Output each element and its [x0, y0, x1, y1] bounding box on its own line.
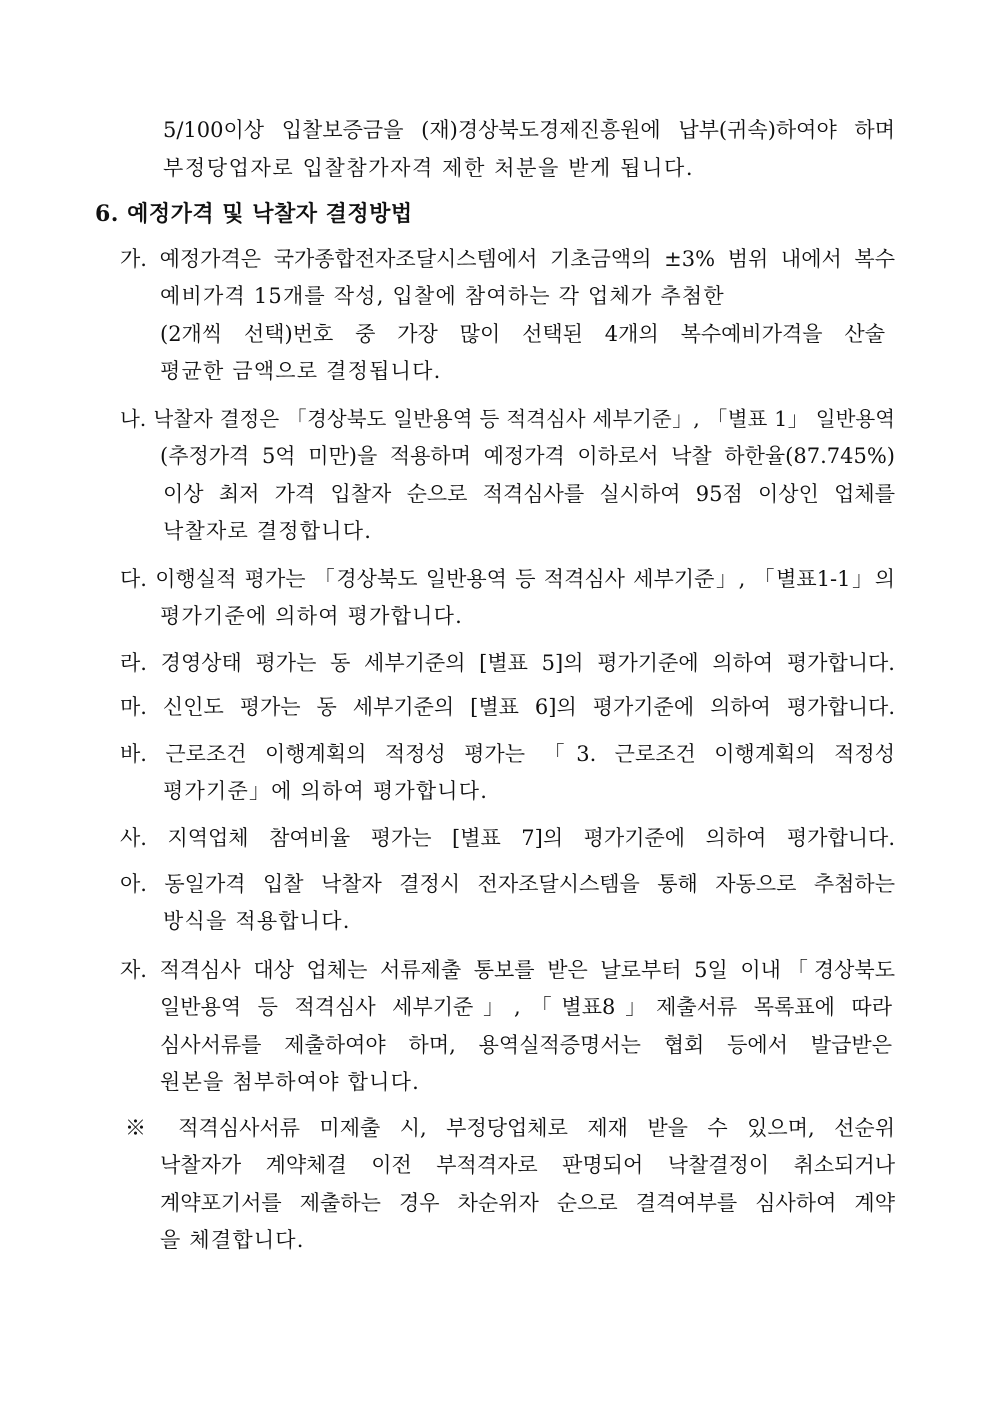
list-item-line: 사. 지역업체 참여비율 평가는 [별표 7]의 평가기준에 의하여 평가합니다.: [120, 826, 895, 850]
list-item-line: 나. 낙찰자 결정은 「경상북도 일반용역 등 적격심사 세부기준」, 「별표 1」 일반용역: [120, 407, 895, 431]
list-item-line: 심사서류를 제출하여야 하며, 용역실적증명서는 협회 등에서 발급받은: [160, 1033, 892, 1057]
list-item-line: 평균한 금액으로 결정됩니다.: [160, 359, 442, 383]
list-item-line: 이상 최저 가격 입찰자 순으로 적격심사를 실시하여 95점 이상인 업체를: [163, 482, 895, 506]
list-item-line: 자. 적격심사 대상 업체는 서류제출 통보를 받은 날로부터 5일 이내「경상북도: [120, 958, 895, 982]
list-item-line: 일반용역 등 적격심사 세부기준」,「별표8」제출서류 목록표에 따라: [160, 995, 892, 1019]
list-item-line: 다. 이행실적 평가는 「경상북도 일반용역 등 적격심사 세부기준」, 「별표1-1」의: [120, 567, 895, 591]
note-line: 계약포기서를 제출하는 경우 차순위자 순으로 결격여부를 심사하여 계약: [160, 1191, 895, 1215]
list-item-line: 평가기준에 의하여 평가합니다.: [160, 604, 463, 628]
list-item-line: 낙찰자로 결정합니다.: [163, 519, 373, 543]
note-line: 낙찰자가 계약체결 이전 부적격자로 판명되어 낙찰결정이 취소되거나: [160, 1153, 895, 1177]
intro-line: 5/100이상 입찰보증금을 (재)경상북도경제진흥원에 납부(귀속)하여야 하며: [163, 118, 895, 142]
note-line: ※ 적격심사서류 미제출 시, 부정당업체로 제재 받을 수 있으며, 선순위: [125, 1116, 895, 1140]
note-line: 을 체결합니다.: [160, 1228, 305, 1252]
list-item-line: 평가기준」에 의하여 평가합니다.: [163, 779, 489, 803]
list-item-line: 원본을 첨부하여야 합니다.: [160, 1070, 420, 1094]
intro-line: 부정당업자로 입찰참가자격 제한 처분을 받게 됩니다.: [163, 156, 695, 180]
list-item-line: (추정가격 5억 미만)을 적용하며 예정가격 이하로서 낙찰 하한율(87.745%): [160, 444, 895, 468]
list-item-line: 예비가격 15개를 작성, 입찰에 참여하는 각 업체가 추첨한: [160, 284, 725, 308]
list-item-line: 바. 근로조건 이행계획의 적정성 평가는 「3. 근로조건 이행계획의 적정성: [120, 742, 895, 766]
list-item-line: (2개씩 선택)번호 중 가장 많이 선택된 4개의 복수예비가격을 산술: [160, 322, 885, 346]
list-item-line: 아. 동일가격 입찰 낙찰자 결정시 전자조달시스템을 통해 자동으로 추첨하는: [120, 872, 895, 896]
list-item-line: 가. 예정가격은 국가종합전자조달시스템에서 기초금액의 ±3% 범위 내에서 복수: [120, 247, 895, 271]
list-item-line: 마. 신인도 평가는 동 세부기준의 [별표 6]의 평가기준에 의하여 평가합니다.: [120, 695, 895, 719]
list-item-line: 라. 경영상태 평가는 동 세부기준의 [별표 5]의 평가기준에 의하여 평가합니다.: [120, 651, 895, 675]
list-item-line: 방식을 적용합니다.: [163, 909, 351, 933]
section-heading: 6. 예정가격 및 낙찰자 결정방법: [95, 201, 413, 227]
